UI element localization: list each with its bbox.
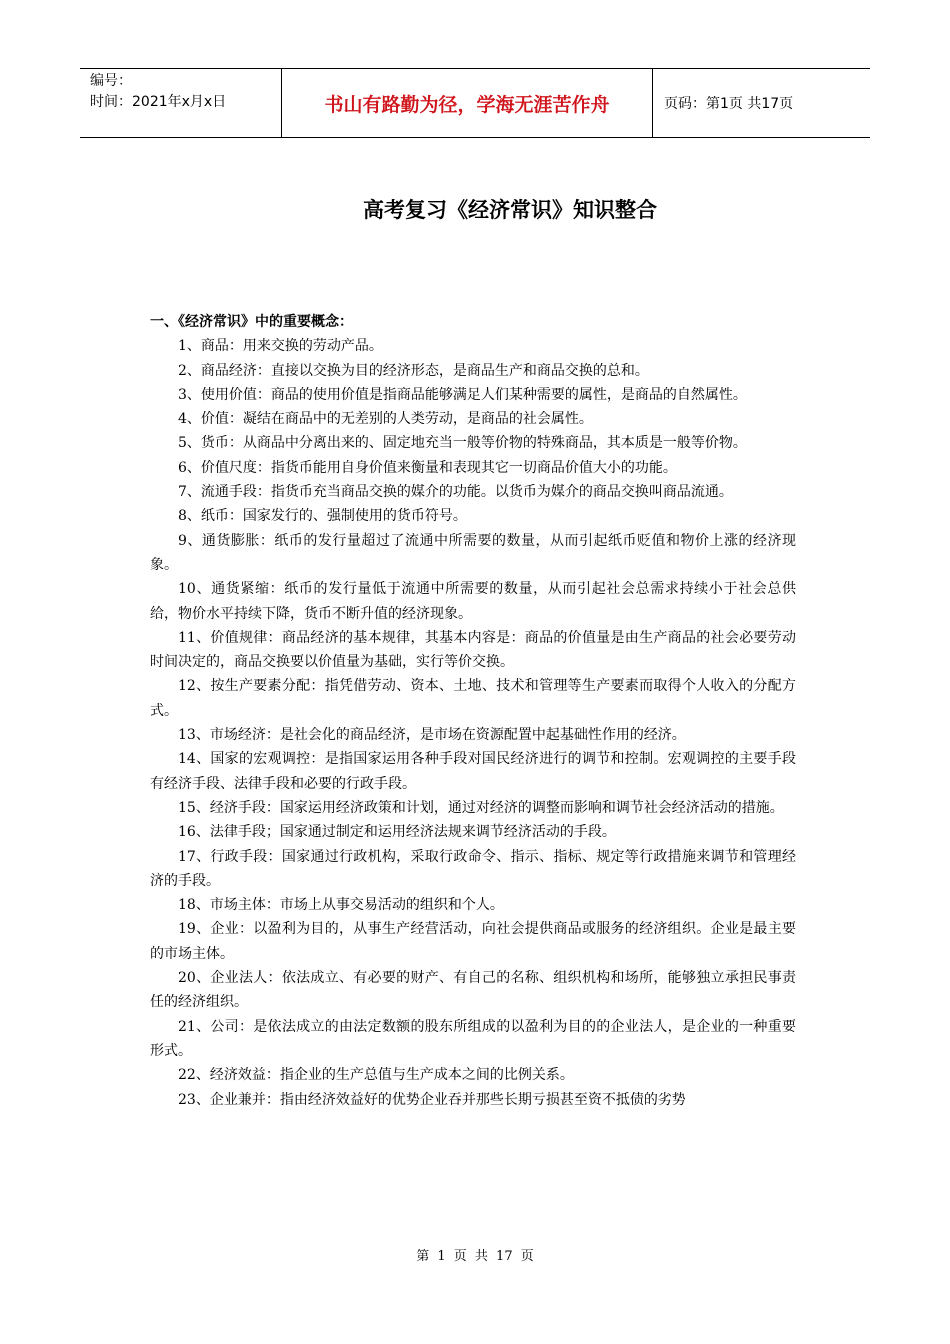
definition-item: 10、通货紧缩：纸币的发行量低于流通中所需要的数量，从而引起社会总需求持续小于社会总供给，物价水平持续下降，货币不断升值的经济现象。	[150, 581, 796, 622]
motto-cell	[281, 69, 653, 137]
definition-item: 23、企业兼并：指由经济效益好的优势企业吞并那些长期亏损甚至资不抵债的劣势	[178, 1091, 686, 1108]
definition-item: 12、按生产要素分配：指凭借劳动、资本、土地、技术和管理等生产要素而取得个人收入的分配方式。	[150, 678, 796, 719]
date-label: 时间：2021年x月x日	[90, 94, 227, 110]
definition-item: 19、企业：以盈利为目的，从事生产经营活动，向社会提供商品或服务的经济组织。企业是最主要的市场主体。	[150, 921, 796, 962]
definition-item: 11、价值规律：商品经济的基本规律，其基本内容是：商品的价值量是由生产商品的社会必要劳动时间决定的，商品交换要以价值量为基础，实行等价交换。	[150, 629, 796, 671]
definition-item: 5、货币：从商品中分离出来的、固定地充当一般等价物的特殊商品，其本质是一般等价物。	[178, 435, 747, 452]
header-meta-cell	[80, 69, 281, 137]
definition-item: 14、国家的宏观调控：是指国家运用各种手段对国民经济进行的调节和控制。宏观调控的主要手段有经济手段、法律手段和必要的行政手段。	[150, 751, 796, 792]
definition-item: 20、企业法人：依法成立、有必要的财产、有自己的名称、组织机构和场所，能够独立承担民事责任的经济组织。	[150, 970, 796, 1011]
page-footer: 第 1 页 共 17 页	[416, 1249, 534, 1264]
definition-item: 6、价值尺度：指货币能用自身价值来衡量和表现其它一切商品价值大小的功能。	[178, 459, 677, 476]
definition-item: 7、流通手段：指货币充当商品交换的媒介的功能。以货币为媒介的商品交换叫商品流通。	[178, 484, 733, 501]
definition-item: 17、行政手段：国家通过行政机构，采取行政命令、指示、指标、规定等行政措施来调节和管理经济的手段。	[150, 848, 796, 889]
definition-item: 8、纸币：国家发行的、强制使用的货币符号。	[178, 508, 467, 525]
motto-text: 书山有路勤为径，学海无涯苦作舟	[324, 93, 610, 116]
definition-item: 2、商品经济：直接以交换为目的经济形态，是商品生产和商品交换的总和。	[178, 362, 649, 379]
definition-item: 15、经济手段：国家运用经济政策和计划，通过对经济的调整而影响和调节社会经济活动的措施。	[178, 799, 784, 816]
definition-item: 9、通货膨胀：纸币的发行量超过了流通中所需要的数量，从而引起纸币贬值和物价上涨的经济现象。	[150, 532, 796, 573]
definition-item: 18、市场主体：市场上从事交易活动的组织和个人。	[178, 897, 504, 914]
serial-number-label: 编号：	[90, 73, 132, 89]
definition-item: 4、价值：凝结在商品中的无差别的人类劳动，是商品的社会属性。	[178, 411, 593, 428]
definition-item: 1、商品：用来交换的劳动产品。	[178, 338, 383, 355]
document-title: 高考复习《经济常识》知识整合	[363, 198, 657, 222]
definition-item: 22、经济效益：指企业的生产总值与生产成本之间的比例关系。	[178, 1067, 574, 1084]
definition-item: 3、使用价值：商品的使用价值是指商品能够满足人们某种需要的属性，是商品的自然属性。	[178, 386, 747, 403]
definition-item: 13、市场经济：是社会化的商品经济，是市场在资源配置中起基础性作用的经济。	[178, 727, 686, 744]
page-info-text: 页码：第1页 共17页	[664, 96, 794, 112]
document-header-table	[80, 68, 870, 138]
definition-item: 16、法律手段；国家通过制定和运用经济法规来调节经济活动的手段。	[178, 824, 616, 841]
page-info-cell	[653, 69, 870, 137]
definition-item: 21、公司：是依法成立的由法定数额的股东所组成的以盈利为目的的企业法人，是企业的一种重要形式。	[150, 1018, 796, 1059]
document-body	[150, 310, 796, 1112]
section-heading: 一、《经济常识》中的重要概念：	[150, 314, 353, 330]
definition-list	[150, 334, 796, 1112]
